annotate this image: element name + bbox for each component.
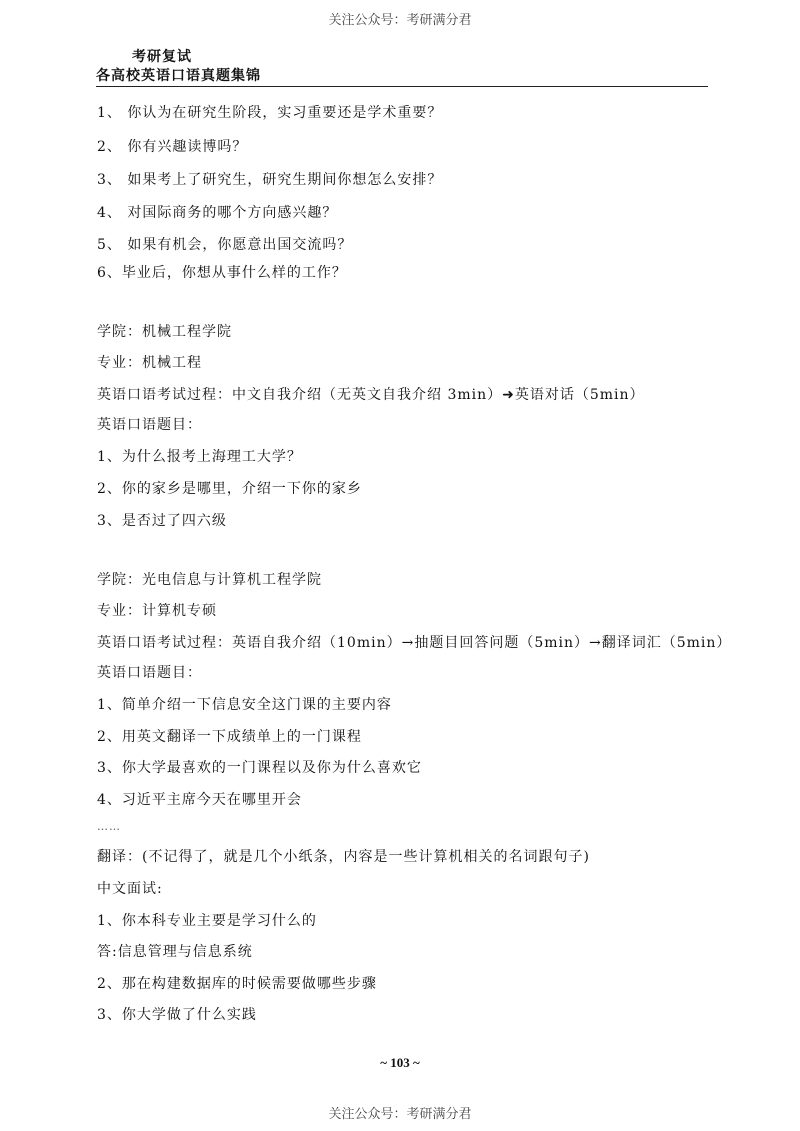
- mech-major: 专业：机械工程: [97, 355, 202, 371]
- general-question-4: 4、 对国际商务的哪个方向感兴趣？: [97, 205, 338, 221]
- cs-ellipsis: ……: [97, 820, 121, 833]
- general-question-2: 2、 你有兴趣读博吗？: [97, 139, 248, 155]
- cs-chinese-interview-title: 中文面试:: [97, 881, 163, 897]
- cs-chinese-interview-item-1: 1、你本科专业主要是学习什么的: [97, 913, 317, 929]
- general-question-1: 1、 你认为在研究生阶段，实习重要还是学术重要？: [97, 105, 443, 121]
- bottom-watermark: 关注公众号：考研满分君: [328, 1107, 472, 1122]
- mech-question-1: 1、为什么报考上海理工大学？: [97, 449, 302, 465]
- mech-question-3: 3、是否过了四六级: [97, 513, 227, 529]
- cs-college: 学院：光电信息与计算机工程学院: [97, 572, 322, 588]
- header-title-line2: 各高校英语口语真题集锦: [96, 68, 261, 84]
- mech-question-2: 2、你的家乡是哪里，介绍一下你的家乡: [97, 481, 362, 497]
- header-title-line1: 考研复试: [132, 49, 192, 65]
- cs-translation-note: 翻译：(不记得了，就是几个小纸条，内容是一些计算机相关的名词跟句子): [97, 849, 590, 865]
- mech-college: 学院：机械工程学院: [97, 324, 232, 340]
- general-question-5: 5、 如果有机会，你愿意出国交流吗？: [97, 237, 353, 253]
- top-watermark: 关注公众号：考研满分君: [328, 13, 472, 28]
- cs-question-3: 3、你大学最喜欢的一门课程以及你为什么喜欢它: [97, 760, 422, 776]
- general-question-6: 6、毕业后，你想从事什么样的工作？: [97, 265, 347, 281]
- document-header: [96, 46, 708, 87]
- cs-chinese-interview-item-3: 2、那在构建数据库的时候需要做哪些步骤: [97, 976, 377, 992]
- general-question-3: 3、 如果考上了研究生，研究生期间你想怎么安排？: [97, 172, 443, 188]
- mech-topics-title: 英语口语题目：: [97, 417, 202, 433]
- page-number: ~ 103 ~: [380, 1055, 420, 1070]
- cs-chinese-interview-item-4: 3、你大学做了什么实践: [97, 1007, 257, 1023]
- cs-question-2: 2、用英文翻译一下成绩单上的一门课程: [97, 729, 362, 745]
- mech-exam-process: 英语口语考试过程：中文自我介绍（无英文自我介绍 3min）➜英语对话（5min）: [97, 387, 645, 403]
- cs-question-1: 1、简单介绍一下信息安全这门课的主要内容: [97, 697, 392, 713]
- cs-question-4: 4、习近平主席今天在哪里开会: [97, 792, 302, 808]
- cs-topics-title: 英语口语题目：: [97, 665, 202, 681]
- cs-chinese-interview-item-2: 答:信息管理与信息系统: [97, 944, 253, 960]
- cs-exam-process: 英语口语考试过程：英语自我介绍（10min）→抽题目回答问题（5min）→翻译词汇（5min）: [97, 635, 732, 651]
- cs-major: 专业：计算机专硕: [97, 603, 217, 619]
